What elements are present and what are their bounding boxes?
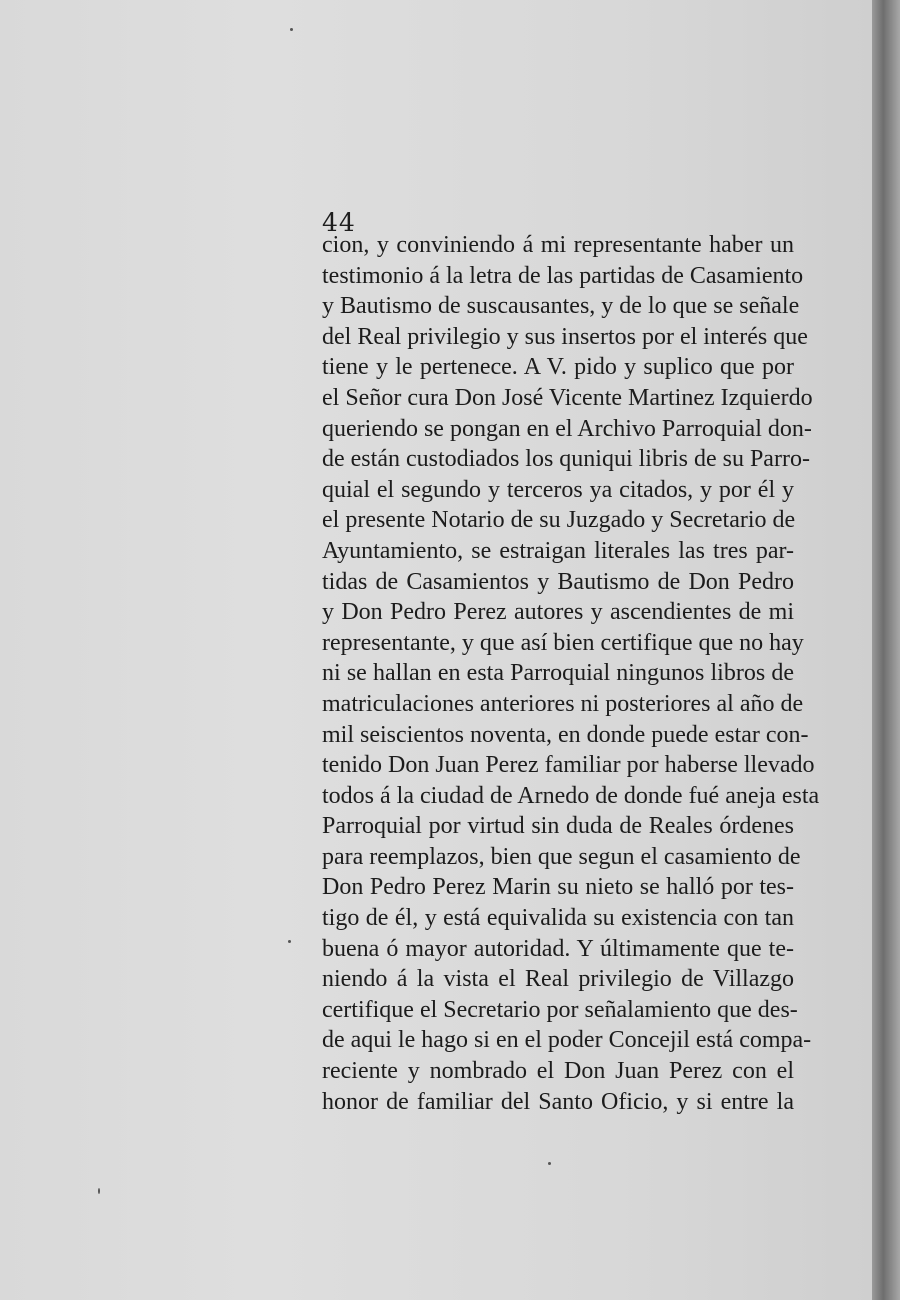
- text-line: honor de familiar del Santo Oficio, y si entre la: [322, 1088, 794, 1115]
- text-line: Ayuntamiento, se estraigan literales las tres par-: [322, 537, 794, 564]
- text-line: de aqui le hago si en el poder Concejil está compa-: [322, 1027, 812, 1054]
- text-line: testimonio á la letra de las partidas de Casamiento: [322, 262, 804, 289]
- body-text: [322, 230, 820, 1117]
- text-line: certifique el Secretario por señalamiento que des-: [322, 996, 798, 1023]
- book-gutter: [872, 0, 900, 1300]
- text-line: tenido Don Juan Perez familiar por haberse llevado: [322, 752, 815, 779]
- text-line: de están custodiados los quniqui libris de su Parro-: [322, 446, 810, 473]
- text-line: quial el segundo y terceros ya citados, y por él y: [322, 476, 794, 503]
- text-line: representante, y que así bien certifique que no hay: [322, 629, 804, 656]
- text-line: Don Pedro Perez Marin su nieto se halló por tes-: [322, 874, 794, 901]
- text-line: y Don Pedro Perez autores y ascendientes de mi: [322, 599, 794, 626]
- text-line: todos á la ciudad de Arnedo de donde fué aneja esta: [322, 782, 820, 809]
- text-line: cion, y conviniendo á mi representante haber un: [322, 232, 794, 258]
- paper-speck: [290, 28, 293, 31]
- text-line: buena ó mayor autoridad. Y últimamente que te-: [322, 935, 794, 962]
- paper-speck: [548, 1162, 551, 1165]
- text-line: mil seiscientos noventa, en donde puede estar con-: [322, 721, 809, 748]
- text-line: el Señor cura Don José Vicente Martinez Izquierdo: [322, 384, 813, 411]
- text-line: ni se hallan en esta Parroquial ningunos libros de: [322, 660, 794, 687]
- paper-speck: [288, 940, 291, 943]
- text-line: y Bautismo de suscausantes, y de lo que se señale: [322, 293, 800, 320]
- text-line: el presente Notario de su Juzgado y Secretario de: [322, 507, 796, 534]
- text-line: tidas de Casamientos y Bautismo de Don Pedro: [322, 568, 794, 595]
- text-line: del Real privilegio y sus insertos por el interés que: [322, 323, 808, 350]
- text-line: matriculaciones anteriores ni posteriores al año de: [322, 690, 804, 717]
- text-line: reciente y nombrado el Don Juan Perez con el: [322, 1058, 794, 1085]
- paper-speck: [98, 1188, 100, 1194]
- text-line: tiene y le pertenece. A V. pido y suplico que por: [322, 354, 794, 381]
- text-line: queriendo se pongan en el Archivo Parroquial don-: [322, 415, 812, 442]
- text-line: niendo á la vista el Real privilegio de Villazgo: [322, 966, 794, 993]
- text-line: tigo de él, y está equivalida su existencia con tan: [322, 905, 794, 932]
- page-number: 44: [322, 208, 356, 237]
- text-line: para reemplazos, bien que segun el casamiento de: [322, 843, 801, 870]
- text-line: Parroquial por virtud sin duda de Reales órdenes: [322, 813, 794, 840]
